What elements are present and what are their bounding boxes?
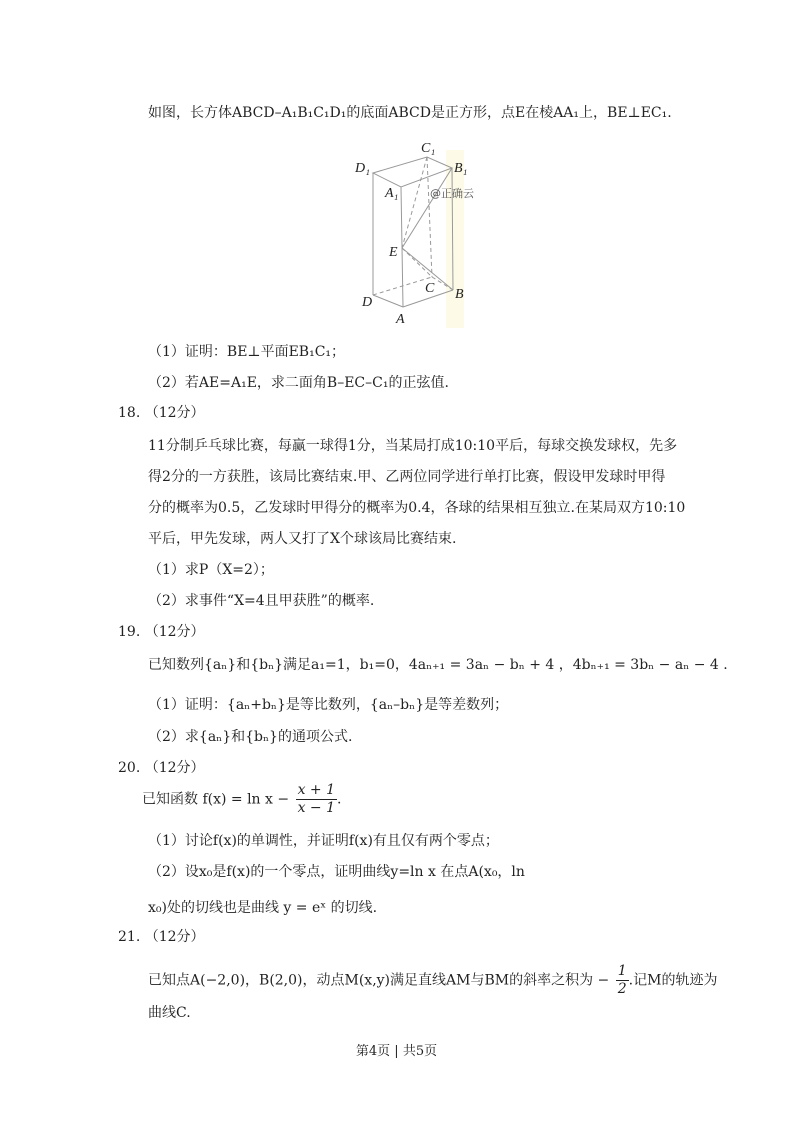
q21-body xyxy=(148,963,717,998)
label-e: E xyxy=(389,245,398,260)
label-c: C xyxy=(425,281,435,296)
q18-header: 18. （12分） xyxy=(118,405,205,421)
q18-body-line: 平后，甲先发球，两人又打了X个球该局比赛结束. xyxy=(148,531,457,547)
label-b1: B₁ xyxy=(454,161,468,176)
page-footer: 第4页 | 共5页 xyxy=(355,1044,438,1059)
q18-body-line: 11分制乒乓球比赛，每赢一球得1分，当某局打成10:10平后，每球交换发球权，先多 xyxy=(148,438,678,454)
q20-header: 20. （12分） xyxy=(118,760,205,776)
q17-part2: （2）若AE=A₁E，求二面角B–EC–C₁的正弦值. xyxy=(148,375,449,391)
label-c1: C₁ xyxy=(421,141,436,156)
fraction-numerator: x + 1 xyxy=(297,782,335,798)
q20-part2-cont: x₀)处的切线也是曲线 y = eˣ 的切线. xyxy=(148,900,378,916)
q17-part1: （1）证明：BE⊥平面EB₁C₁； xyxy=(148,344,346,360)
label-d1: D₁ xyxy=(355,161,370,176)
fraction-denominator: 2 xyxy=(617,981,627,997)
q18-body-line: 分的概率为0.5，乙发球时甲得分的概率为0.4，各球的结果相互独立.在某局双方10:10 xyxy=(148,500,686,516)
label-d: D xyxy=(362,295,373,310)
q21-header: 21. （12分） xyxy=(118,929,205,945)
intro-text: 如图，长方体ABCD–A₁B₁C₁D₁的底面ABCD是正方形，点E在棱AA₁上，BE⊥EC₁. xyxy=(148,105,672,121)
fraction-denominator: x − 1 xyxy=(297,800,335,816)
label-a1: A₁ xyxy=(385,186,399,201)
q21-body-suffix: .记M的轨迹为 xyxy=(628,972,718,989)
q18-body-line: 得2分的一方获胜，该局比赛结束.甲、乙两位同学进行单打比赛，假设甲发球时甲得 xyxy=(148,469,666,485)
label-a: A xyxy=(396,312,405,327)
cuboid-figure xyxy=(340,130,480,330)
q20-fraction xyxy=(296,782,337,817)
q19-header: 19. （12分） xyxy=(118,624,205,640)
q19-body: 已知数列{aₙ}和{bₙ}满足a₁=1，b₁=0，4aₙ₊₁ = 3aₙ − bₙ + 4 ，4bₙ₊₁ = 3bₙ − aₙ − 4 . xyxy=(148,657,728,673)
q20-part2: （2）设x₀是f(x)的一个零点，证明曲线y=ln x 在点A(x₀，ln xyxy=(148,864,525,880)
q20-body-suffix: . xyxy=(337,791,342,808)
q18-part1: （1）求P（X=2）； xyxy=(148,562,274,578)
q21-body-prefix: 已知点A(−2,0)，B(2,0)，动点M(x,y)满足直线AM与BM的斜率之积为 − xyxy=(148,972,610,989)
q18-part2: （2）求事件“X=4且甲获胜”的概率. xyxy=(148,593,375,609)
q21-fraction xyxy=(616,963,629,998)
q19-part2: （2）求{aₙ}和{bₙ}的通项公式. xyxy=(148,729,353,745)
q20-body-prefix: 已知函数 f(x) = ln x − xyxy=(142,791,290,808)
watermark: @正确云 xyxy=(430,187,474,200)
fraction-numerator: 1 xyxy=(617,963,627,979)
q20-body xyxy=(142,782,341,817)
q21-body2: 曲线C. xyxy=(148,1005,191,1021)
label-b: B xyxy=(455,287,464,302)
q19-part1: （1）证明：{aₙ+bₙ}是等比数列，{aₙ–bₙ}是等差数列； xyxy=(148,697,509,713)
q20-part1: （1）讨论f(x)的单调性，并证明f(x)有且仅有两个零点； xyxy=(148,833,499,849)
